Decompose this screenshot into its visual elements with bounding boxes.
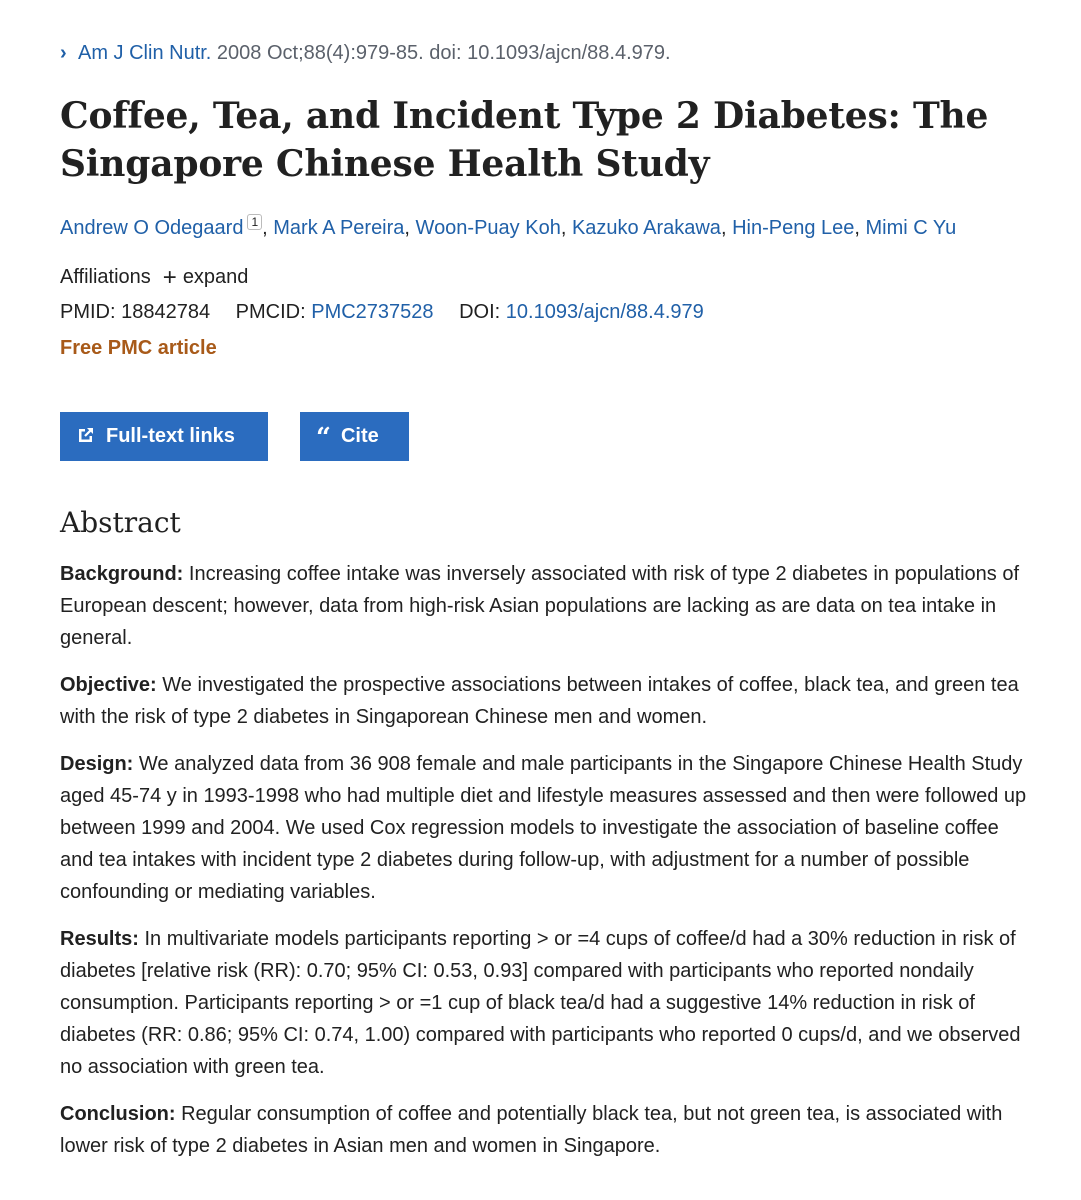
full-text-links-button[interactable] — [60, 412, 268, 461]
citation-line — [60, 40, 671, 66]
doi-link[interactable]: 10.1093/ajcn/88.4.979 — [505, 301, 704, 323]
free-pmc-article-label: Free PMC article — [60, 337, 217, 359]
pmid-label: PMID: — [60, 301, 116, 323]
affiliations-toggle[interactable] — [60, 264, 248, 291]
quote-icon: “ — [316, 423, 331, 453]
pmcid-label: PMCID: — [235, 301, 306, 323]
author-list: Andrew O Odegaard $^1$ , Mark A Pereira, Woon-Puay Koh, Kazuko Arakawa, Hin-Peng Lee, Mimi C Yu — [60, 215, 957, 239]
author-link[interactable]: Kazuko Arakawa — [571, 217, 721, 239]
section-text: We analyzed data from 36 908 female and male participants in the Singapore Chinese Health Study aged 45-74 y in 1993-1998 who had multiple diet and lifestyle measures assessed and then were followed up between 1999 and 2004. We used Cox regression models to investigate the association of baseline coffee and tea intakes with incident type 2 diabetes during follow-up, with adjustment for a number of possible confounding or mediating variables. — [60, 753, 1027, 903]
abstract-section-conclusion — [60, 1098, 1028, 1162]
section-label: Objective: — [60, 674, 157, 696]
section-label: Conclusion: — [60, 1103, 176, 1125]
article-title: Coffee, Tea, and Incident Type 2 Diabetes: The Singapore Chinese Health Study — [60, 95, 989, 185]
abstract-heading: Abstract — [60, 506, 181, 539]
affiliations-label: Affiliations — [60, 266, 151, 288]
section-text: We investigated the prospective associations between intakes of coffee, black tea, and green tea with the risk of type 2 diabetes in Singaporean Chinese men and women. — [60, 674, 1019, 728]
abstract-section-objective — [60, 669, 1028, 733]
expand-label: expand — [182, 266, 249, 288]
section-text: Regular consumption of coffee and potentially black tea, but not green tea, is associated with lower risk of type 2 diabetes in Asian men and women in Singapore. — [60, 1103, 1003, 1157]
plus-icon: + — [162, 264, 177, 291]
pmcid-link[interactable]: PMC2737528 — [311, 301, 434, 323]
author-link[interactable]: Hin-Peng Lee — [732, 217, 855, 239]
journal-link[interactable]: Am J Clin Nutr. — [78, 42, 212, 64]
author-link[interactable]: Mark A Pereira — [273, 217, 405, 239]
cite-label: Cite — [340, 425, 379, 447]
abstract-section-design — [60, 748, 1028, 908]
abstract-body — [60, 558, 1028, 1177]
section-text: Increasing coffee intake was inversely associated with risk of type 2 diabetes in populations of European descent; however, data from high-risk Asian populations are lacking as are data on tea intake in general. — [60, 563, 1020, 649]
external-link-icon — [76, 425, 96, 445]
section-text: In multivariate models participants reporting > or =4 cups of coffee/d had a 30% reduction in risk of diabetes [relative risk (RR): 0.70; 95% CI: 0.53, 0.93] compared with participants who reported nondaily consumption. Participants reporting > or =1 cup of black tea/d had a suggestive 14% reduction in risk of diabetes (RR: 0.86; 95% CI: 0.74, 1.00) compared with participants who reported 0 cups/d, and we observed no association with green tea. — [60, 928, 1021, 1078]
abstract-section-results — [60, 923, 1028, 1083]
section-label: Design: — [60, 753, 134, 775]
author-link[interactable]: Mimi C Yu — [865, 217, 957, 239]
affiliation-marker[interactable]: 1 — [247, 214, 262, 230]
author-link[interactable]: Andrew O Odegaard — [60, 217, 244, 239]
author-link[interactable]: Woon-Puay Koh — [415, 217, 561, 239]
pmid-value: 18842784 — [121, 301, 211, 323]
doi-label: DOI: — [459, 301, 501, 323]
full-text-links-label: Full-text links — [106, 425, 235, 447]
cite-button[interactable] — [300, 412, 409, 461]
abstract-section-background — [60, 558, 1028, 654]
citation-details: 2008 Oct;88(4):979-85. doi: 10.1093/ajcn/88.4.979. — [216, 42, 671, 64]
section-label: Background: — [60, 563, 184, 585]
identifiers-line — [60, 299, 704, 325]
section-label: Results: — [60, 928, 139, 950]
chevron-right-icon[interactable]: › — [60, 42, 67, 64]
